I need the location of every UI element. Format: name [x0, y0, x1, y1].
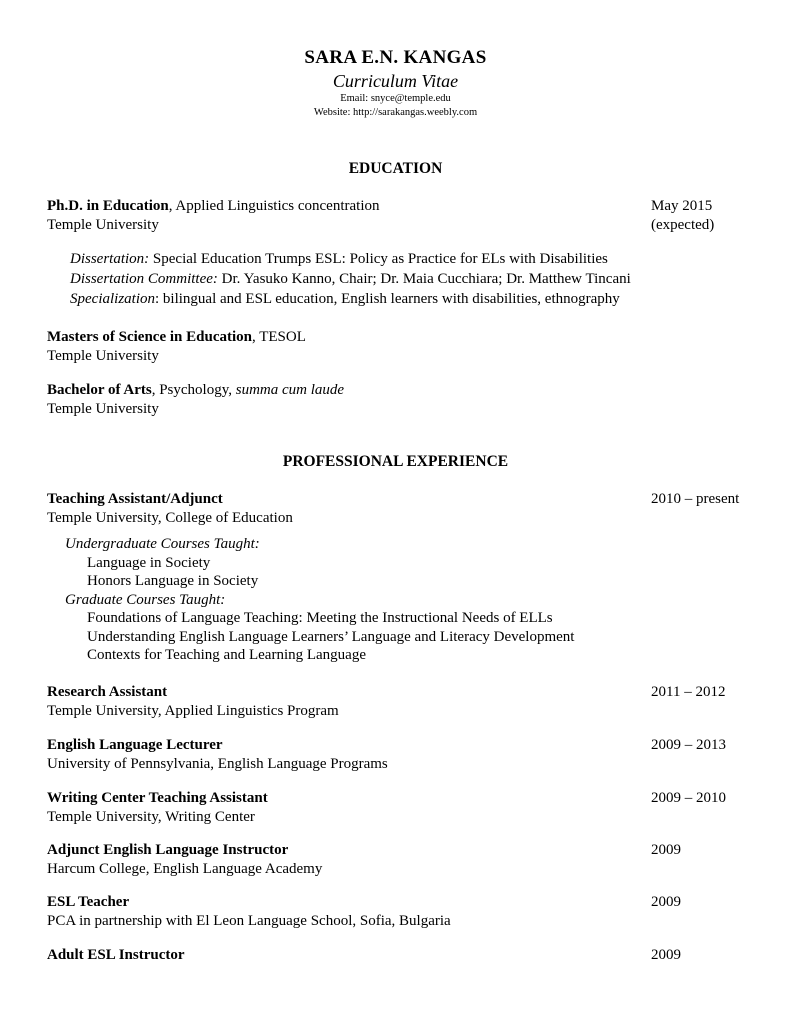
- ta-date: 2010 – present: [651, 491, 740, 507]
- job-org: PCA in partnership with El Leon Language School, Sofia, Bulgaria: [47, 912, 451, 929]
- ms-school: Temple University: [47, 347, 159, 364]
- course-item: Foundations of Language Teaching: Meeting the Instructional Needs of ELLs: [87, 610, 553, 626]
- job-entry: [47, 893, 747, 930]
- document-subtitle: Curriculum Vitae: [332, 71, 459, 91]
- job-date: 2009: [651, 947, 681, 963]
- job-date: 2009 – 2010: [651, 790, 726, 806]
- job-title: English Language Lecturer: [47, 737, 223, 753]
- job-org: Temple University, Applied Linguistics Program: [47, 702, 339, 719]
- education-phd: [47, 197, 747, 234]
- job-teaching-assistant: [47, 490, 747, 527]
- job-title: ESL Teacher: [47, 894, 130, 910]
- job-title: Adult ESL Instructor: [47, 947, 185, 963]
- committee-value: Dr. Yasuko Kanno, Chair; Dr. Maia Cucchiara; Dr. Matthew Tincani: [217, 271, 631, 287]
- ta-title: Teaching Assistant/Adjunct: [47, 491, 223, 507]
- experience-heading: PROFESSIONAL EXPERIENCE: [282, 453, 509, 470]
- job-date: 2011 – 2012: [651, 684, 726, 700]
- job-entry: [47, 841, 747, 878]
- ba-degree: Bachelor of Arts: [47, 382, 152, 398]
- course-item: Contexts for Teaching and Learning Language: [87, 647, 366, 663]
- phd-school: Temple University: [47, 216, 159, 233]
- job-entry: [47, 683, 747, 720]
- education-ms: [47, 328, 747, 365]
- course-item: Language in Society: [87, 554, 211, 571]
- job-entry: [47, 789, 747, 826]
- job-title: Writing Center Teaching Assistant: [47, 790, 268, 806]
- specialization-label: Specialization: [70, 291, 155, 307]
- grad-courses-label: Graduate Courses Taught:: [65, 591, 226, 608]
- committee-label: Dissertation Committee:: [70, 271, 218, 287]
- dissertation-label: Dissertation:: [70, 251, 150, 267]
- job-date: 2009: [651, 894, 681, 910]
- job-title: Adjunct English Language Instructor: [47, 842, 289, 858]
- course-item: Understanding English Language Learners’ Language and Literacy Development: [87, 628, 575, 645]
- person-name: SARA E.N. KANGAS: [304, 47, 487, 68]
- job-entry: [47, 946, 747, 965]
- job-org: Temple University, Writing Center: [47, 808, 255, 825]
- phd-date: [651, 197, 714, 234]
- ms-degree: Masters of Science in Education: [47, 329, 252, 345]
- phd-details: [70, 250, 631, 309]
- job-date: 2009: [651, 842, 681, 858]
- job-title: Research Assistant: [47, 684, 168, 700]
- ms-field: , TESOL: [251, 329, 306, 345]
- job-entry: [47, 736, 747, 773]
- job-org: University of Pennsylvania, English Language Programs: [47, 755, 388, 772]
- phd-field: , Applied Linguistics concentration: [168, 198, 380, 214]
- dissertation-value: Special Education Trumps ESL: Policy as Practice for ELs with Disabilities: [149, 251, 608, 267]
- cv-header: [0, 46, 791, 120]
- phd-date-line2: (expected): [651, 216, 715, 233]
- website-line: Website: http://sarakangas.weebly.com: [313, 107, 478, 118]
- specialization-value: : bilingual and ESL education, English learners with disabilities, ethnography: [155, 291, 620, 307]
- ba-field: , Psychology,: [151, 382, 236, 398]
- phd-degree: Ph.D. in Education: [47, 198, 169, 214]
- phd-date-line1: May 2015: [651, 198, 713, 214]
- job-org: Harcum College, English Language Academy: [47, 860, 323, 877]
- job-date: 2009 – 2013: [651, 737, 726, 753]
- ta-org: Temple University, College of Education: [47, 509, 293, 526]
- undergrad-courses-label: Undergraduate Courses Taught:: [65, 536, 260, 552]
- email-line: Email: snyce@temple.edu: [340, 93, 451, 104]
- education-ba: [47, 381, 747, 418]
- ba-school: Temple University: [47, 400, 159, 417]
- ta-courses: [65, 535, 574, 665]
- education-heading: EDUCATION: [348, 160, 443, 177]
- course-item: Honors Language in Society: [87, 573, 259, 589]
- ba-honors: summa cum laude: [235, 382, 345, 398]
